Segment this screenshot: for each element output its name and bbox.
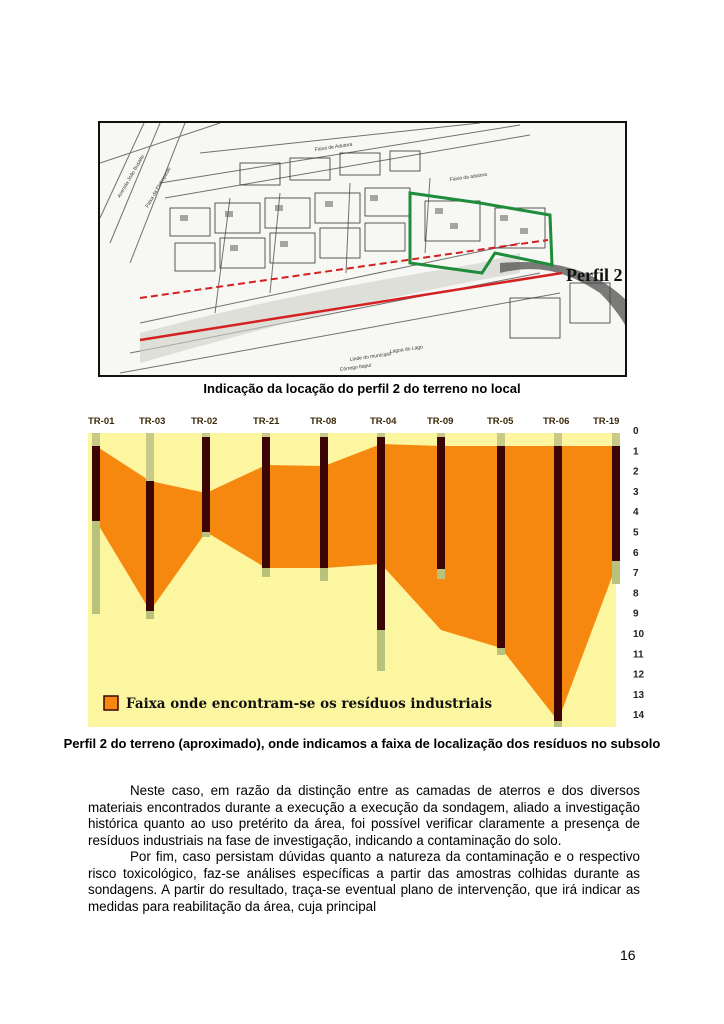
borehole: [612, 446, 620, 561]
map-drawing: [100, 123, 627, 377]
street-label: Faixa de Adutora: [314, 141, 353, 153]
depth-tick-label: 2: [633, 466, 639, 478]
legend-swatch: [104, 696, 118, 710]
well-label: TR-02: [191, 416, 218, 427]
borehole-lower-sample: [202, 532, 210, 537]
profile-label: Perfil 2: [566, 265, 623, 285]
borehole: [202, 437, 210, 532]
profile-caption: Perfil 2 do terreno (aproximado), onde indicamos a faixa de localização dos resíduos no subsolo: [63, 736, 661, 751]
depth-tick-label: 5: [633, 527, 639, 539]
depth-tick-label: 13: [633, 689, 645, 701]
borehole: [92, 446, 100, 521]
depth-tick-label: 9: [633, 608, 639, 620]
borehole-upper-sample: [92, 433, 100, 446]
borehole: [262, 437, 270, 568]
legend-text: Faixa onde encontram-se os resíduos industriais: [126, 696, 493, 712]
depth-tick-label: 10: [633, 629, 645, 640]
site-map: [98, 121, 627, 377]
profile-line: [140, 273, 562, 340]
depth-tick-label: 6: [633, 547, 639, 559]
borehole-upper-sample: [437, 433, 445, 437]
depth-tick-label: 14: [633, 710, 645, 722]
street-label: Córrego Itapuí: [339, 362, 372, 373]
borehole-upper-sample: [497, 433, 505, 446]
borehole-upper-sample: [202, 433, 210, 437]
borehole-upper-sample: [262, 433, 270, 437]
street-label: Faixa da adutora: [449, 171, 488, 183]
depth-tick-label: 0: [633, 426, 639, 437]
borehole-upper-sample: [554, 433, 562, 446]
borehole-lower-sample: [612, 561, 620, 584]
borehole: [554, 446, 562, 721]
well-label: TR-08: [310, 416, 337, 427]
well-label: TR-04: [370, 416, 397, 427]
depth-tick-label: 11: [633, 649, 644, 661]
depth-tick-label: 1: [633, 446, 639, 458]
map-caption: Indicação da locação do perfil 2 do terreno no local: [203, 381, 521, 396]
paragraph: Por fim, caso persistam dúvidas quanto a natureza da contaminação e o respectivo risco toxicológico, faz-se análises específicas a partir das amostras colhidas durante as sondagens. A partir do resultado, traça-se eventual plano de intervenção, que irá indicar as medidas para reabilitação da área, cuja principal: [88, 849, 640, 914]
borehole: [437, 437, 445, 569]
well-label: TR-05: [487, 416, 514, 427]
depth-tick-label: 4: [633, 507, 639, 519]
soil-profile: [88, 409, 651, 727]
borehole-lower-sample: [262, 568, 270, 577]
well-label: TR-09: [427, 416, 454, 427]
body-text: [88, 783, 640, 915]
borehole-upper-sample: [146, 433, 154, 481]
borehole-lower-sample: [320, 568, 328, 581]
borehole: [497, 446, 505, 648]
well-label: TR-21: [253, 416, 280, 427]
depth-tick-label: 8: [633, 588, 639, 600]
borehole: [320, 437, 328, 568]
borehole-upper-sample: [377, 433, 385, 437]
borehole: [146, 481, 154, 611]
borehole-lower-sample: [146, 611, 154, 619]
borehole-lower-sample: [554, 721, 562, 727]
street-label: Linde do munícipio: [349, 351, 392, 363]
depth-tick-label: 12: [633, 669, 645, 681]
borehole-lower-sample: [92, 521, 100, 614]
borehole-lower-sample: [497, 648, 505, 655]
well-label: TR-01: [88, 416, 115, 427]
profile-drawing: [88, 409, 651, 727]
borehole: [377, 437, 385, 630]
well-label: TR-03: [139, 416, 166, 427]
page-number: 16: [620, 947, 636, 963]
borehole-lower-sample: [377, 630, 385, 671]
study-area-outline: [410, 193, 552, 273]
street-label: Faixa da Eletropaulo: [144, 166, 173, 209]
well-label: TR-19: [593, 416, 620, 427]
borehole-upper-sample: [612, 433, 620, 446]
borehole-upper-sample: [320, 433, 328, 437]
depth-tick-label: 7: [633, 568, 639, 580]
depth-tick-label: 3: [633, 486, 639, 498]
borehole-lower-sample: [437, 569, 445, 579]
paragraph: Neste caso, em razão da distinção entre as camadas de aterros e dos diversos materiais encontrados durante a execução a execução da sondagem, aliado a investigação histórica quanto ao uso pretérito da área, foi possível verificar claramente a presença de resíduos industriais na fase de investigação, indicando a contaminação do solo.: [88, 783, 640, 848]
well-label: TR-06: [543, 416, 570, 427]
street-label: Lagoa do Lago: [389, 344, 424, 355]
street-label: Avenida João Busatto: [116, 153, 147, 199]
